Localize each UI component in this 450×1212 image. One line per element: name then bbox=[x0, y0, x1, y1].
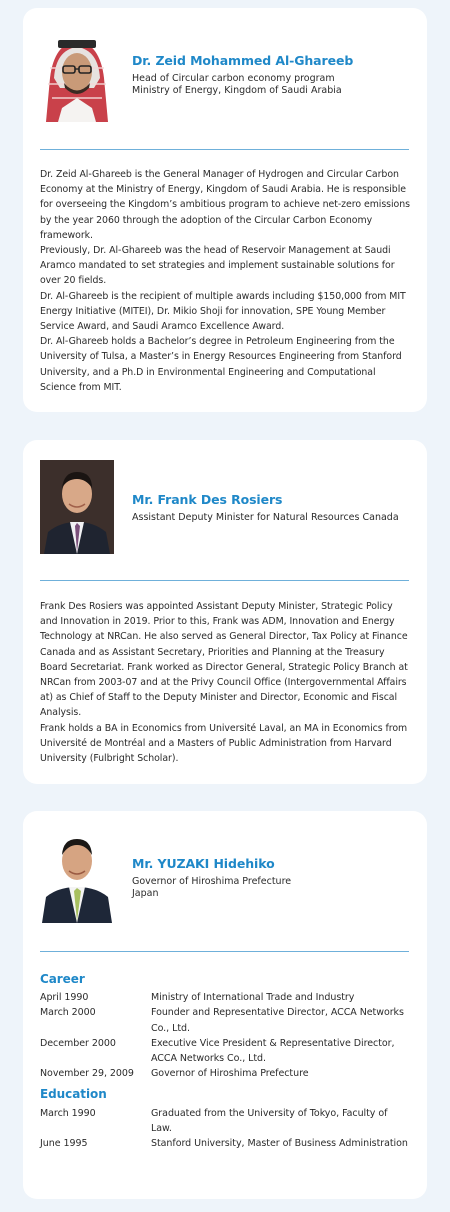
speaker-name: Dr. Zeid Mohammed Al-Ghareeb bbox=[132, 53, 354, 68]
career-date: April 1990 bbox=[40, 992, 89, 1004]
speaker-title: Assistant Deputy Minister for Natural Resources Canada bbox=[132, 512, 399, 523]
speaker-bio bbox=[40, 599, 411, 766]
speaker-profile bbox=[40, 972, 411, 1151]
portrait-al-ghareeb-image bbox=[40, 28, 114, 122]
career-item bbox=[40, 990, 411, 1005]
bio-paragraph: Dr. Al-Ghareeb holds a Bachelor’s degree in Petroleum Engineering from the University of Tulsa, a Master’s in Energy Resources Engineering from Stanford University, and a Ph.D in Environmental Engineering and Computational Science from MIT. bbox=[40, 336, 402, 393]
divider bbox=[40, 951, 409, 952]
divider bbox=[40, 580, 409, 581]
speaker-card-des-rosiers bbox=[23, 440, 427, 784]
education-date: March 1990 bbox=[40, 1107, 96, 1119]
speaker-name: Mr. YUZAKI Hidehiko bbox=[132, 856, 275, 871]
career-description: Governor of Hiroshima Prefecture bbox=[151, 1068, 309, 1080]
career-description: Founder and Representative Director, ACCA Networks Co., Ltd. bbox=[151, 1007, 404, 1034]
portrait-yuzaki-image bbox=[40, 829, 114, 923]
speaker-photo bbox=[40, 28, 114, 122]
education-item bbox=[40, 1136, 411, 1151]
speaker-photo bbox=[40, 829, 114, 923]
speaker-affiliation: Ministry of Energy, Kingdom of Saudi Arabia bbox=[132, 85, 342, 96]
career-heading: Career bbox=[40, 972, 85, 986]
bio-paragraph: Frank holds a BA in Economics from Université Laval, an MA in Economics from Université de Montréal and a Masters of Public Administration from Harvard University (Fulbright Scholar). bbox=[40, 722, 408, 765]
career-date: December 2000 bbox=[40, 1037, 116, 1049]
career-date: March 2000 bbox=[40, 1007, 96, 1019]
bio-paragraph: Dr. Al-Ghareeb is the recipient of multiple awards including $150,000 from MIT Energy Initiative (MITEI), Dr. Mikio Shoji for innovation, SPE Young Member Service Award, and Saudi Aramco Excellence Award. bbox=[40, 290, 406, 333]
speaker-name: Mr. Frank Des Rosiers bbox=[132, 492, 283, 507]
career-item bbox=[40, 1005, 411, 1035]
career-item bbox=[40, 1036, 411, 1066]
speaker-title: Head of Circular carbon economy program bbox=[132, 73, 335, 84]
education-heading: Education bbox=[40, 1087, 107, 1102]
career-item bbox=[40, 1066, 411, 1081]
speaker-card-yuzaki bbox=[23, 811, 427, 1199]
bio-paragraph: Dr. Zeid Al-Ghareeb is the General Manager of Hydrogen and Circular Carbon Economy at the Ministry of Energy, Kingdom of Saudi Arabia. He is responsible for overseeing the Kingdom’s ambitious program to achieve net-zero emissions by the year 2060 through the adoption of the Circular Carbon Economy framework. bbox=[40, 169, 410, 241]
education-date: June 1995 bbox=[40, 1138, 88, 1150]
education-description: Stanford University, Master of Business Administration bbox=[151, 1138, 408, 1150]
speaker-bio bbox=[40, 167, 411, 395]
career-description: Executive Vice President & Representative Director, ACCA Networks Co., Ltd. bbox=[151, 1037, 395, 1065]
divider bbox=[40, 149, 409, 150]
speaker-affiliation: Japan bbox=[132, 888, 159, 899]
career-date: November 29, 2009 bbox=[40, 1068, 134, 1080]
bio-paragraph: Previously, Dr. Al-Ghareeb was the head of Reservoir Management at Saudi Aramco mandated to set strategies and implement sustainable solutions for over 20 fields. bbox=[40, 245, 395, 287]
career-list bbox=[40, 990, 411, 1081]
education-list bbox=[40, 1106, 411, 1152]
speaker-card-al-ghareeb bbox=[23, 8, 427, 412]
education-description: Graduated from the University of Tokyo, Faculty of Law. bbox=[151, 1107, 388, 1134]
career-description: Ministry of International Trade and Industry bbox=[151, 992, 355, 1004]
education-item bbox=[40, 1106, 411, 1136]
speaker-title: Governor of Hiroshima Prefecture bbox=[132, 876, 292, 887]
portrait-des-rosiers-image bbox=[40, 460, 114, 554]
bio-paragraph: Frank Des Rosiers was appointed Assistant Deputy Minister, Strategic Policy and Innovation in 2019. Prior to this, Frank was ADM, Innovation and Energy Technology at NRCan. He also served as General Director, Tax Policy at Finance Canada and as Assistant Secretary, Priorities and Planning at the Treasury Board Secretariat. Frank worked as Director General, Strategic Policy Branch at NRCan from 2003-07 and at the Privy Council Office (Intergovernmental Affairs at) as Chief of Staff to the Deputy Minister and Director, Economic and Fiscal Analysis. bbox=[40, 601, 408, 719]
speaker-photo bbox=[40, 460, 114, 554]
